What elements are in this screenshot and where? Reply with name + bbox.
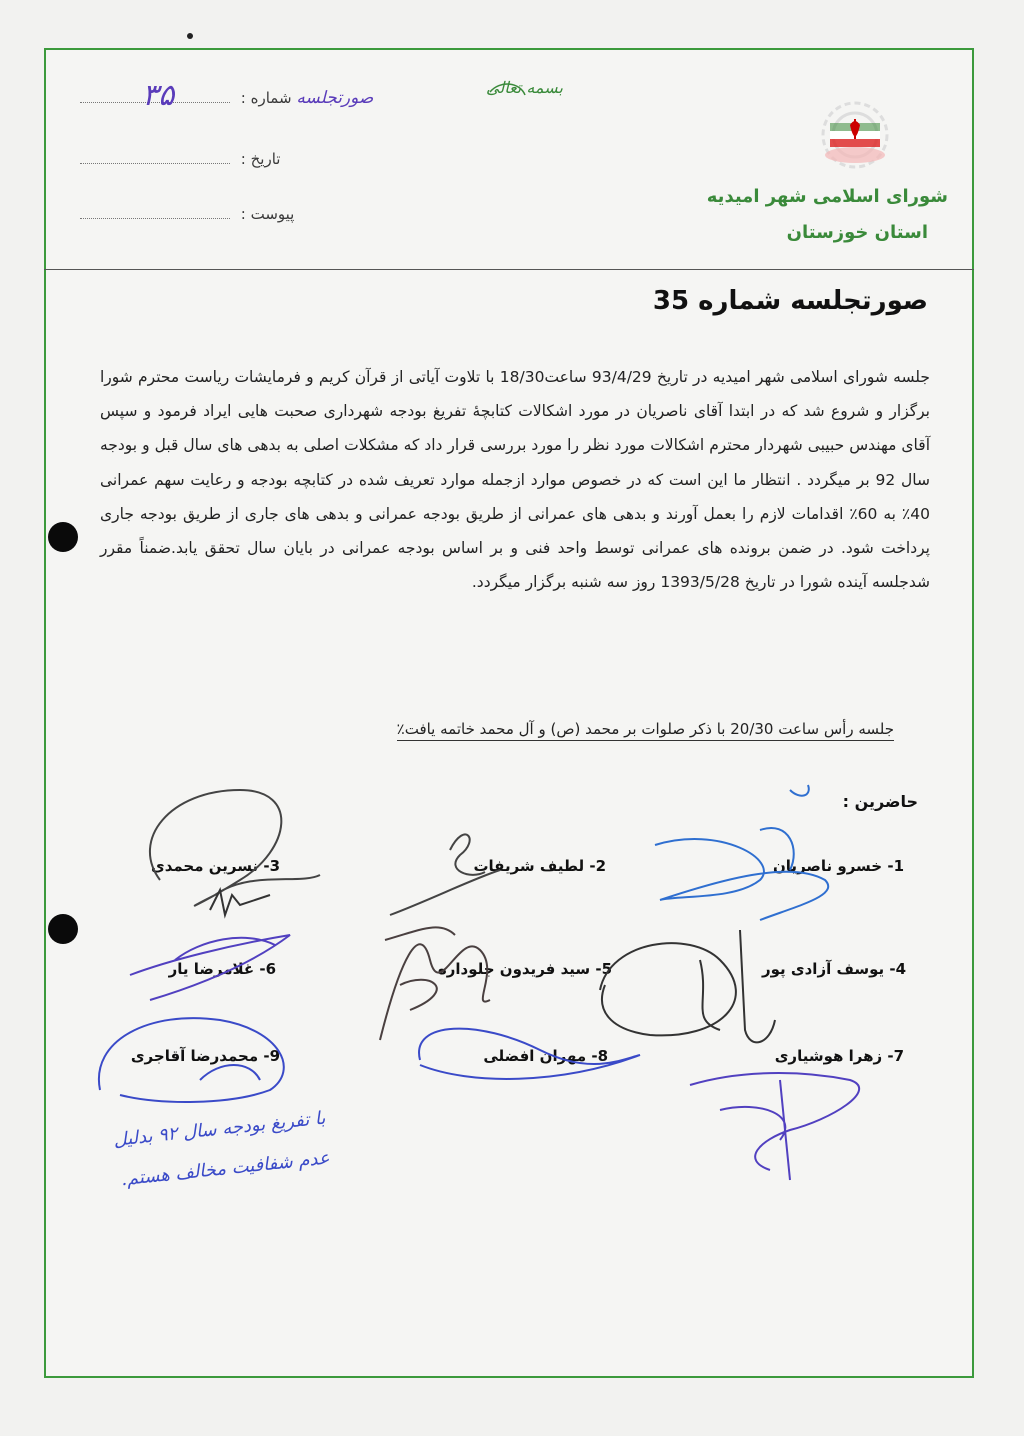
attachment-field [80, 205, 294, 223]
basmala: بسمه تعالی [486, 78, 563, 97]
org-province: استان خوزستان [786, 222, 928, 243]
attendees-label: حاضرین : [842, 792, 918, 811]
date-dotted-line [80, 163, 230, 164]
punch-hole-bottom [48, 914, 78, 944]
attendee-4: 4- یوسف آزادی پور [761, 960, 906, 978]
header-divider [44, 269, 974, 270]
attendee-5: 5- سید فریدون جلوداره [437, 960, 612, 978]
attendee-7: 7- زهرا هوشیاری [774, 1047, 904, 1065]
attendee-1: 1- خسرو ناصریان [773, 857, 904, 875]
attachment-label: پیوست : [240, 205, 295, 223]
attendee-3: 3- نسرین محمدی [150, 857, 280, 875]
handwritten-note: با تفریغ بودجه سال ۹۲ بدلیل عدم شفافیت مخالف هستم. [112, 1107, 331, 1191]
attachment-dotted-line [80, 218, 230, 219]
iran-emblem-icon [800, 95, 910, 175]
attendee-2: 2- لطیف شریفات [473, 857, 606, 875]
document-title: صورتجلسه شماره 35 [652, 286, 928, 316]
date-field [80, 150, 280, 168]
attendee-8: 8- مهران افضلی [483, 1047, 608, 1065]
number-field [80, 88, 373, 108]
number-value-handwritten: ۳۵ [142, 78, 175, 113]
attendee-6: 6- غلامرضا یار [168, 960, 276, 978]
org-name: شورای اسلامی شهر امیدیه [706, 186, 948, 207]
ink-dot [187, 33, 193, 39]
document-body: جلسه شورای اسلامی شهر امیدیه در تاریخ 93/4/29 ساعت18/30 با تلاوت آیاتی از قرآن کریم و فرمایشات ریاست محترم شورا برگزار و شروع شد که در ابتدا آقای ناصریان در مورد اشکالات کتابچهٔ تفریغ بودجه شهرداری صحبت هایی ایراد فرمود و سپس آقای مهندس حبیبی شهردار محترم اشکالات مورد نظر را مورد بررسی قرار داد که مشکلات اصلی به بدهی های سال قبل و بودجه سال 92 بر میگردد . انتظار ما این است که در خصوص موارد ازجمله موارد تعریف شده در کتابچه بودجه و رعایت سهم عمرانی 40٪ به 60٪ اقدامات لازم را بعمل آورند و بدهی های عمرانی از طریق بودجه عمرانی و بدهی های جاری از طریق بودجه جاری پرداخت شود. در ضمن برونده های عمرانی توسط واحد فنی و بر اساس بودجه عمرانی در بایان سال تحقق یابد.ضمناً مقرر شدجلسه آینده شورا در تاریخ 1393/5/28 روز سه شنبه برگزار میگردد. [100, 368, 931, 592]
attendee-9: 9- محمدرضا آقاجری [130, 1047, 280, 1065]
date-label: تاریخ : [240, 150, 281, 168]
number-prefix-handwritten: صورتجلسه [296, 88, 374, 108]
number-label: شماره : [240, 89, 292, 107]
closing-line: جلسه رأس ساعت 20/30 با ذکر صلوات بر محمد (ص) و آل محمد خاتمه یافت٪ [397, 720, 894, 741]
punch-hole-top [48, 522, 78, 552]
